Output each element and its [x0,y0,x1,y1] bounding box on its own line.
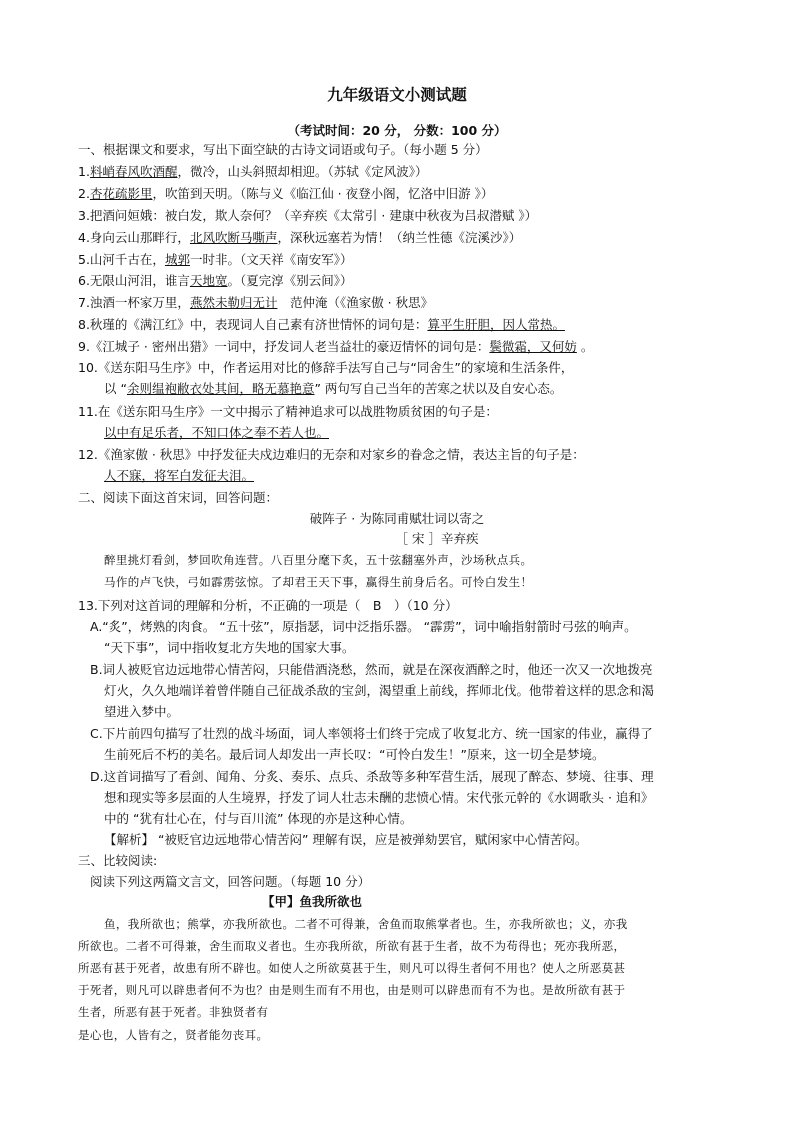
section1-heading: 一、根据课文和要求，写出下面空缺的古诗文词语或句子。（每小题 5 分） [78,142,488,157]
poem-line-1: 醉里挑灯看剑，梦回吹角连营。八百里分麾下炙，五十弦翻塞外声，沙场秋点兵。 [104,553,533,567]
option-d-line2: 想和现实等多层面的人生境界，抒发了词人壮志未酬的悲愤心情。宋代张元幹的《水调歌头 · 追和》 [104,790,654,805]
option-a-line2: “天下事”，词中指收复北方失地的国家大事。 [104,640,355,655]
option-a: A.“炙”，烤熟的肉食。 “五十弦”，原指瑟，词中泛指乐器。 “霹雳”，词中喻指射箭时弓弦的响声。 [90,619,637,634]
answer-2: 杏花疏影里 [89,186,153,201]
option-c: C.下片前四句描写了壮烈的战斗场面，词人率领将士们终于完成了收复北方、统一国家的伟业，赢得了 [90,726,653,741]
answer-5: 城郭 [164,252,190,267]
passage-line-6: 是心也，人皆有之，贤者能勿丧耳。 [78,1028,269,1042]
question-12: 12.《渔家傲 · 秋思》中抒发征夫戍边难归的无奈和对家乡的眷念之情，表达主旨的句子是： [78,447,585,462]
page-title: 九年级语文小测试题 [327,86,467,104]
passage-line-4: 于死者，则凡可以辟患者何不为也？由是则生而有不用也，由是则可以辟患而有不为也。是故所欲有甚于 [78,983,626,997]
answer-6: 天地宽 [189,273,228,288]
option-b: B.词人被贬官边远地带心情苦闷，只能借酒浇愁，然而，就是在深夜酒醉之时，他还一次又一次地拨亮 [90,662,653,677]
question-1: 1.料峭春风吹酒醒，微冷，山头斜照却相迎。（苏轼《定风波》） [78,164,428,179]
question-10: 10.《送东阳马生序》中，作者运用对比的修辞手法写自己与“同舍生”的家境和生活条件， [78,360,574,375]
question-2: 2.杏花疏影里，吹笛到天明。（陈与义《临江仙 · 夜登小阁，忆洛中旧游 》） [78,186,494,201]
question-13: 13.下列对这首词的理解和分析，不正确的一项是（ B ）（10 分） [78,598,458,613]
question-10-line2: 以 “余则缊袍敝衣处其间，略无慕艳意” 两句写自己当年的苦寒之状以及自安心态。 [104,381,563,396]
passage-line-5: 生者，所恶有甚于死者。非独贤者有 [78,1005,269,1019]
question-3: 3.把酒问姮娥：被白发，欺人奈何？（辛弃疾《太常引 · 建康中秋夜为吕叔潜赋 》） [78,208,538,223]
question-4: 4.身向云山那畔行，北风吹断马嘶声，深秋远塞若为情！（纳兰性德《浣溪沙》） [78,230,522,245]
poem-line-2: 马作的卢飞快，弓如霹雳弦惊。了却君王天下事，赢得生前身后名。可怜白发生！ [104,575,533,589]
question-8: 8.秋瑾的《满江红》中，表现词人自己素有济世情怀的词句是：算平生肝胆，因人常热。 [78,317,565,332]
analysis: 【解析】 “被贬官边远地带心情苦闷” 理解有误，应是被弹劾罢官，赋闲家中心情苦闷。 [104,832,588,847]
answer-8: 算平生肝胆，因人常热。 [427,317,565,332]
answer-11: 以中有足乐者，不知口体之奉不若人也。 [104,425,330,440]
answer-9: 鬓微霜，又何妨 [489,339,577,354]
section3-intro: 阅读下列这两篇文言文，回答问题。（每题 10 分） [90,874,371,889]
option-d: D.这首词描写了看剑、闻角、分炙、奏乐、点兵、杀敌等多种军营生活，展现了醉态、梦境、往事、理 [90,769,654,784]
passage-line-1: 鱼，我所欲也；熊掌，亦我所欲也。二者不可得兼，舍鱼而取熊掌者也。生，亦我所欲也；义，亦我 [104,917,628,931]
exam-info: （考试时间：20 分， 分数：100 分） [287,123,507,138]
question-11: 11.在《送东阳马生序》一文中揭示了精神追求可以战胜物质贫困的句子是： [78,404,498,419]
answer-10: 余则缊袍敝衣处其间，略无慕艳意 [126,381,315,396]
passage-line-3: 所恶有甚于死者，故患有所不辟也。如使人之所欲莫甚于生，则凡可以得生者何不用也？使人之所恶莫甚 [78,961,626,975]
option-c-line2: 生前死后不朽的美名。最后词人却发出一声长叹：“可怜白发生！”原来，这一切全是梦境。 [104,747,605,762]
question-7: 7.浊酒一杯家万里，燕然未勒归无计 范仲淹（《渔家傲 · 秋思》 [78,295,434,310]
answer-4: 北风吹断马嘶声 [189,230,278,245]
passage-jia-title: 【甲】鱼我所欲也 [262,894,363,909]
section2-heading: 二、阅读下面这首宋词，回答问题： [78,490,279,505]
poem-title: 破阵子 · 为陈同甫赋壮词以寄之 [309,511,485,526]
answer-7: 燕然未勒归无计 [189,295,278,310]
answer-1: 料峭春风吹酒醒 [89,164,178,179]
question-6: 6.无限山河泪，谁言天地宽。（夏完淳《别云间》） [78,273,353,288]
option-b-line3: 望进入梦中。 [104,704,180,719]
option-b-line2: 灯火，久久地端详着曾伴随自己征战杀敌的宝剑，渴望重上前线，挥师北伐。他带着这样的思念和渴 [104,683,655,698]
question-9: 9.《江城子 · 密州出猎》一词中，抒发词人老当益壮的豪迈情怀的词句是：鬓微霜，又何妨 。 [78,339,594,354]
answer-12: 人不寐，将军白发征夫泪。 [104,468,255,483]
poem-author: ［ 宋 ］辛弃疾 [395,531,479,546]
question-5: 5.山河千古在，城郭一时非。（文天祥《南安军》） [78,252,353,267]
option-d-line3: 中的 “犹有壮心在，付与百川流” 体现的亦是这种心情。 [104,811,413,826]
passage-line-2: 所欲也。二者不可得兼，舍生而取义者也。生亦我所欲，所欲有甚于生者，故不为苟得也；死亦我所恶， [78,939,626,953]
section3-heading: 三、比较阅读: [78,853,158,868]
